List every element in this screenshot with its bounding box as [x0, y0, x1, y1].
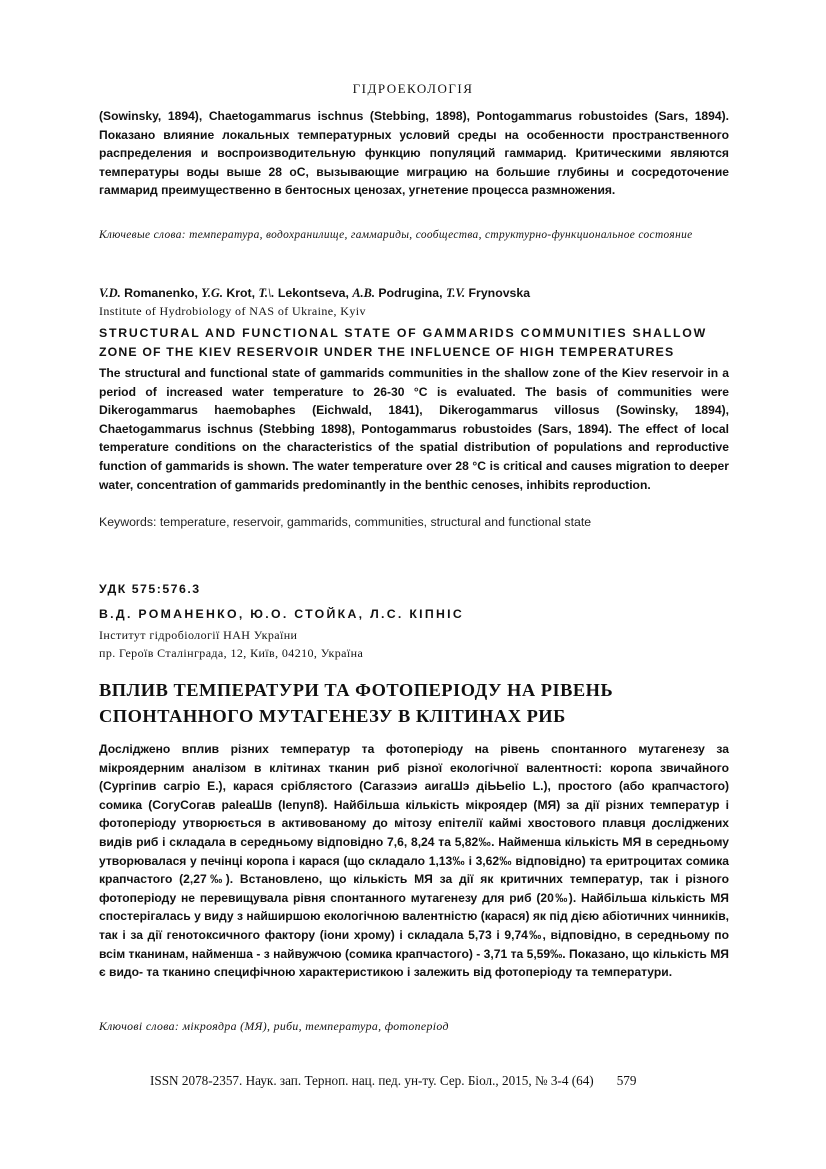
page-number: 579: [616, 1073, 637, 1088]
ua-authors: В.Д. РОМАНЕНКО, Ю.О. СТОЙКА, Л.С. КІПНІС: [99, 607, 465, 621]
ua-keywords: Ключові слова: мікроядра (МЯ), риби, температура, фотоперіод: [99, 1019, 449, 1033]
ua-abstract: Досліджено вплив різних температур та фотоперіоду на рівень спонтанного мутагенезу за мікроядерним аналізом в клітинах тканин риб різної екологічної валентності: коропа звичайного (Сургіпив сагріо Е.), карася сріблястого (Сагазэиэ аигаШэ діЬЬеІіо L.), простого (або крапчастого) сомика (СогуСогав раІеаШв (Іепуп8). Найбільша кількість мікроядер (МЯ) за дії різних температур і фотоперіоду утворюється в активованому до мітозу епітелії каймі хвостового плавця досліджених видів риб і складала в середньому відповідно 7,6, 8,24 та 5,82‰. Найменша кількість МЯ в середньому утворювалася у печінці коропа і карася (що складало 1,13‰ і 3,62‰ відповідно) та еритроцитах сомика крапчастого (2,27‰). Встановлено, що кількість МЯ за дії як критичних температур, так і різного фотоперіоду не перевищувала рівня спонтанного мутагенезу для риб (20‰). Найбільша кількість МЯ спостерігалась у виду з найширшою екологічною валентністю (карася) як під дією абіотичних чинників, так і за дії генотоксичного фактору (іони хрому) і складала 5,73 і 9,74‰, відповідно, в середньому по всім тканинам, найменша - з найвужчою (сомика крапчастого) - 3,71 та 5,59‰. Показано, що кількість МЯ є видо- та тканино специфічною характеристикою і залежить від фотоперіоду та температури.: [99, 742, 729, 980]
en-title-line-1: STRUCTURAL AND FUNCTIONAL STATE OF GAMMARIDS COMMUNITIES SHALLOW: [99, 326, 707, 340]
ua-institute: Інститут гідробіології НАН України: [99, 628, 298, 642]
en-authors: [99, 286, 530, 301]
ua-address: пр. Героїв Сталінграда, 12, Київ, 04210, Україна: [99, 646, 364, 660]
author-surname: Krot,: [222, 286, 259, 300]
ru-keywords: Ключевые слова: температура, водохранилище, гаммариды, сообщества, структурно-функциональное состояние: [99, 229, 693, 241]
author-surname: Podrugina,: [374, 286, 446, 300]
author-initials: T.\.: [258, 286, 275, 300]
page-footer: [150, 1073, 636, 1089]
footer-citation: ISSN 2078-2357. Наук. зап. Терноп. нац. пед. ун-ту. Сер. Біол., 2015, № 3-4 (64): [150, 1073, 594, 1088]
author-initials: A.B.: [352, 286, 375, 300]
author-initials: V.D.: [99, 286, 121, 300]
running-head: ГІДРОЕКОЛОГІЯ: [352, 81, 474, 96]
author-surname: Frynovska: [465, 286, 531, 300]
en-keywords: Keywords: temperature, reservoir, gammarids, communities, structural and functional state: [99, 515, 592, 529]
en-institute: Institute of Hydrobiology of NAS of Ukraine, Kyiv: [99, 304, 366, 318]
author-initials: Y.G.: [201, 286, 223, 300]
author-initials: T.V.: [445, 286, 466, 300]
en-title-line-2: ZONE OF THE KIEV RESERVOIR UNDER THE INFLUENCE OF HIGH TEMPERATURES: [99, 344, 675, 359]
author-surname: Romanenko,: [120, 286, 202, 300]
ru-abstract-tail: (Sowinsky, 1894), Chaetogammarus ischnus (Stebbing, 1898), Pontogammarus robustoides (Sars, 1894). Показано влияние локальных температурных условий среды на особенности пространственного распределения и воспроизводительную функцию популяций гаммарид. Критическими являются температуры воды выше 28 оС, вызывающие миграцию на большие глубины и сосредоточение гаммарид преимущественно в бентосных ценозах, угнетение процесса размножения.: [99, 109, 729, 198]
udk-code: УДК 575:576.3: [99, 582, 201, 596]
en-abstract: The structural and functional state of gammarids communities in the shallow zone of the Kiev reservoir in a period of increased water temperature to 26-30 °C is evaluated. The basis of communities were Dikerogammarus haemobaphes (Eichwald, 1841), Dikerogammarus villosus (Sowinsky, 1894), Chaetogammarus ischnus (Stebbing 1898), Pontogammarus robustoides (Sars, 1894). The effect of local temperature conditions on the characteristics of the spatial distribution of populations and reproductive function of gammarids is shown. The water temperature over 28 °C is critical and causes migration to deeper water, concentration of gammarids predominantly in the benthic cenoses, inhibits reproduction.: [99, 366, 729, 492]
ua-title: ВПЛИВ ТЕМПЕРАТУРИ ТА ФОТОПЕРІОДУ НА РІВЕНЬ СПОНТАННОГО МУТАГЕНЕЗУ В КЛІТИНАХ РИБ: [99, 680, 614, 726]
en-title: [99, 324, 731, 361]
author-surname: Lekontseva,: [274, 286, 353, 300]
